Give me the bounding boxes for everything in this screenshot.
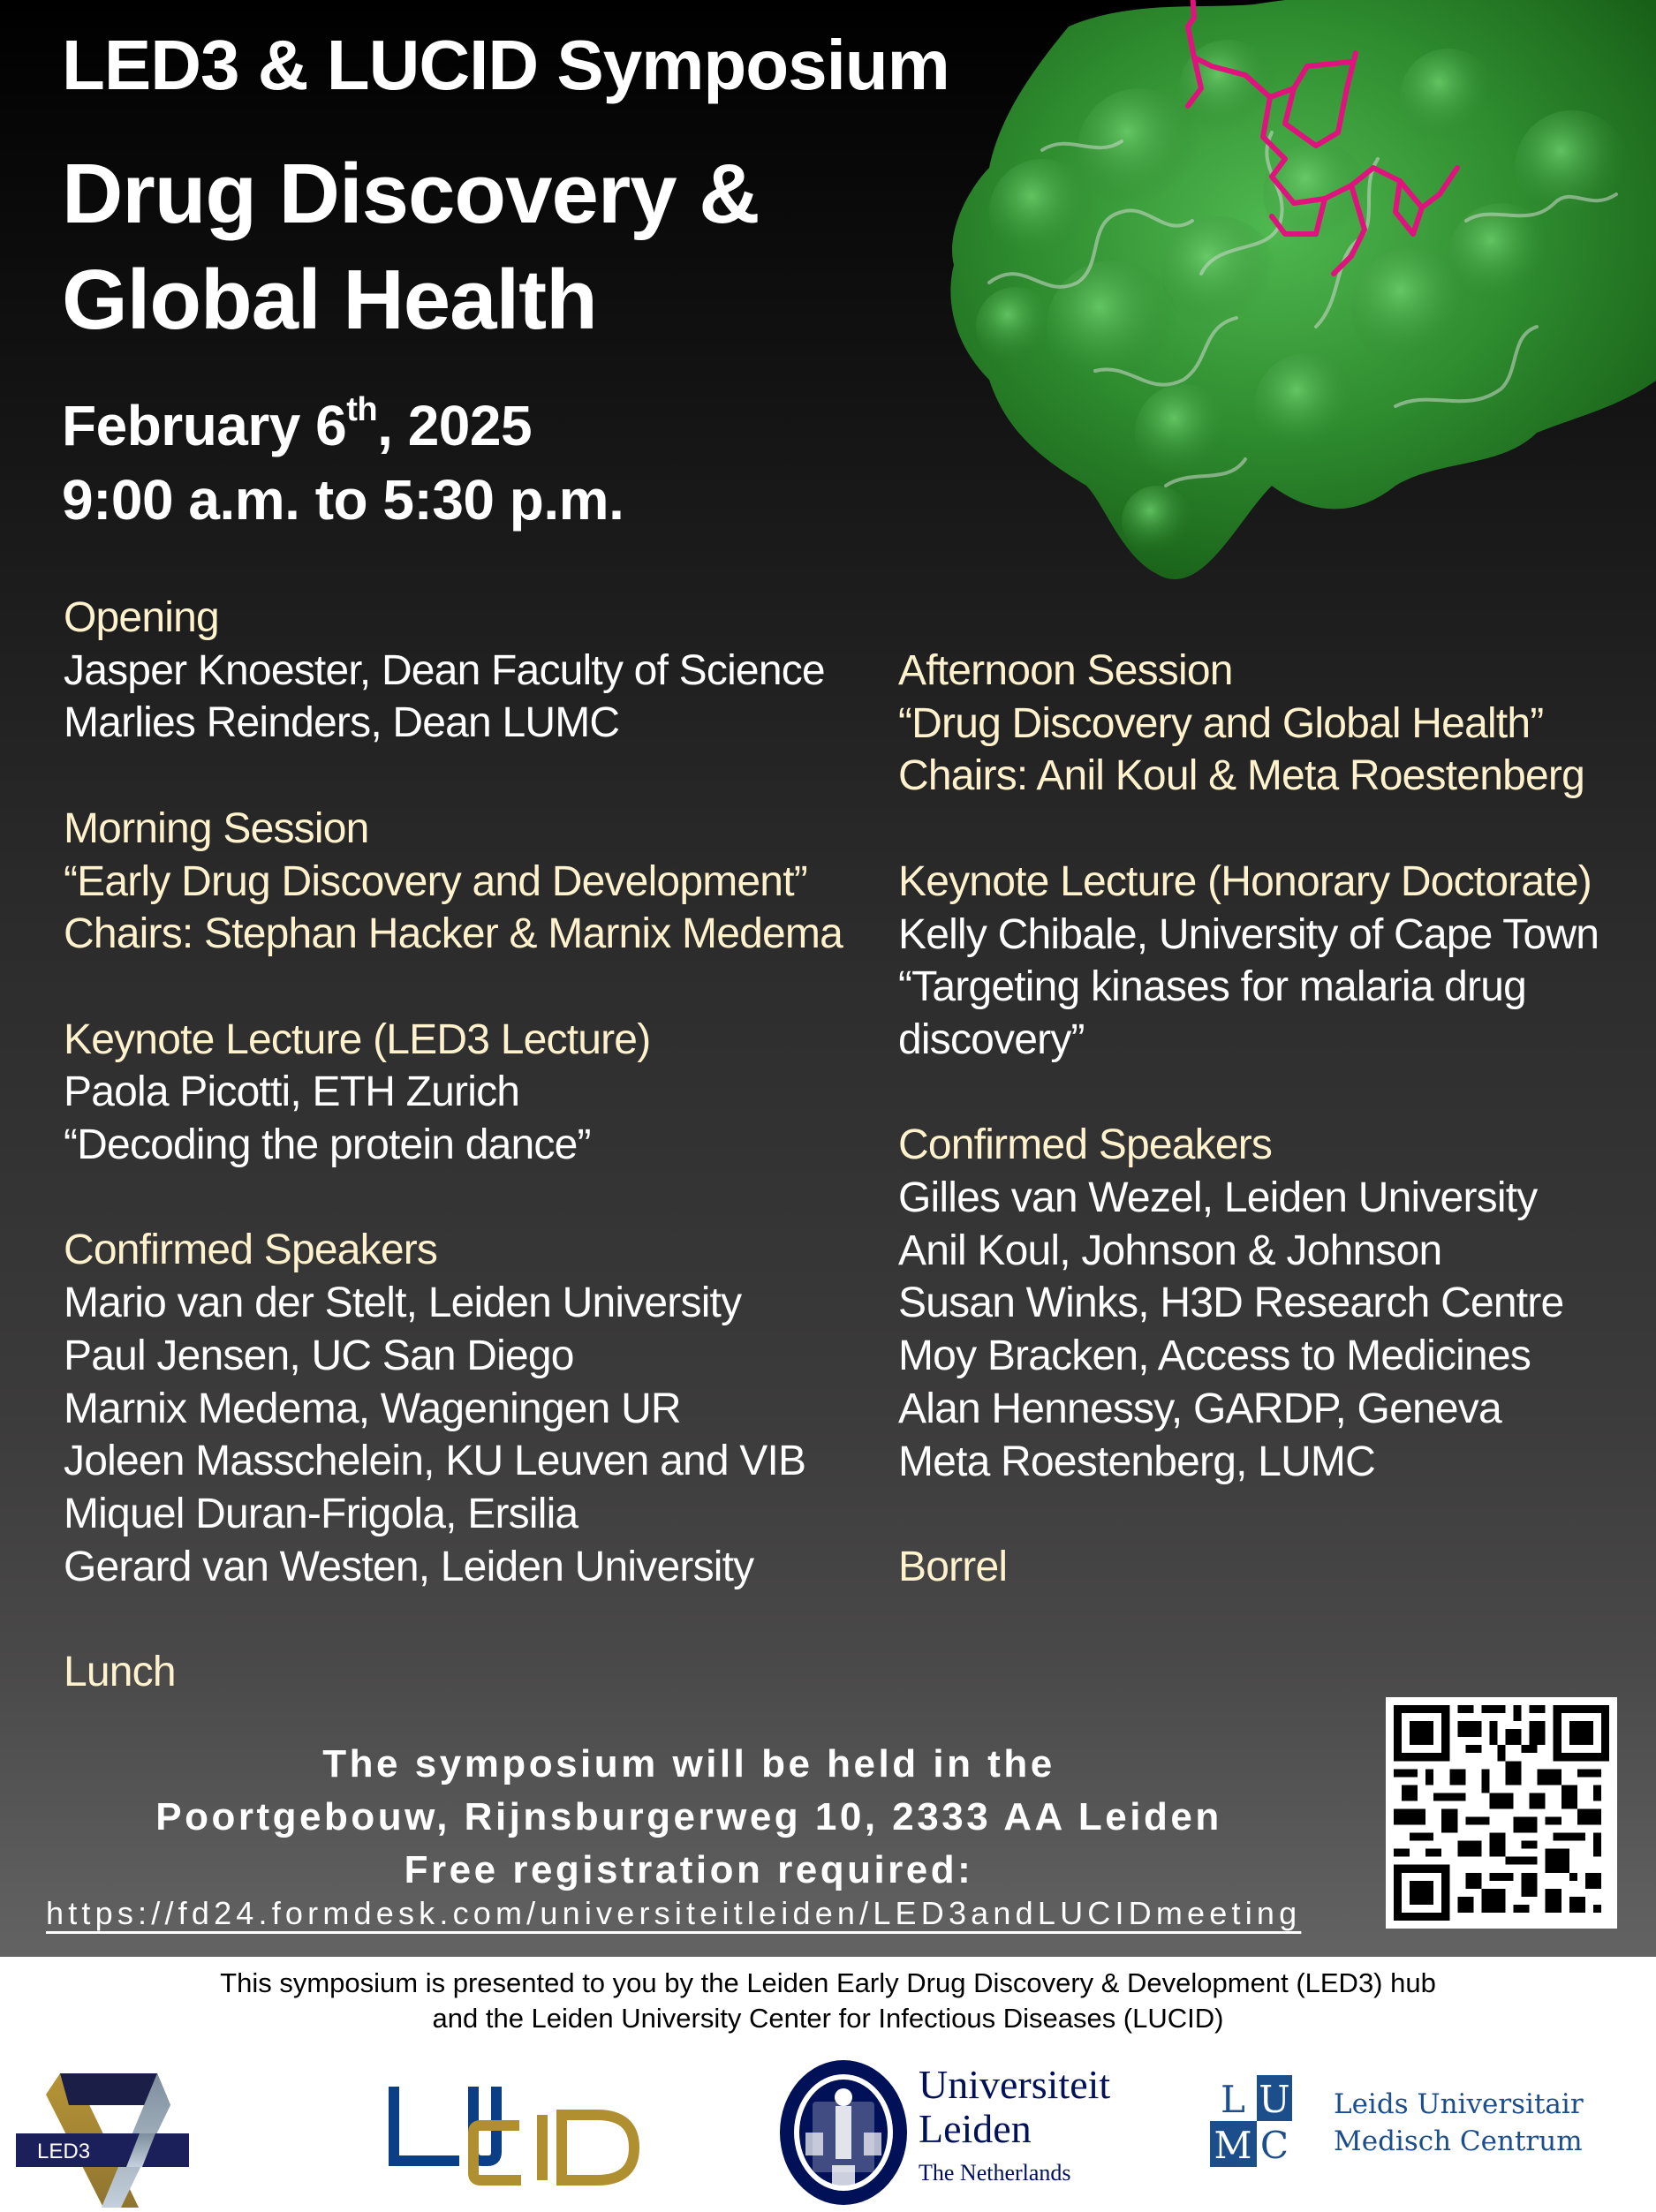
afternoon-session-chairs: Chairs: Anil Koul & Meta Roestenberg	[898, 752, 1584, 800]
lunch-heading: Lunch	[64, 1649, 176, 1695]
title-line-2: Global Health	[62, 253, 597, 347]
speaker-item: Mario van der Stelt, Leiden University	[64, 1280, 742, 1327]
opening-heading: Opening	[64, 594, 219, 641]
speaker-item: Meta Roestenberg, LUMC	[898, 1438, 1375, 1485]
footer-line-2: and the Leiden University Center for Infectious Diseases (LUCID)	[432, 2003, 1224, 2034]
svg-text:M: M	[1214, 2124, 1252, 2167]
program-left-column	[64, 592, 843, 1699]
svg-text:LED3: LED3	[37, 2140, 91, 2163]
borrel-heading: Borrel	[898, 1543, 1008, 1590]
footer-line-1: This symposium is presented to you by the Leiden Early Drug Discovery & Development (LED3) hub	[220, 1967, 1436, 1998]
afternoon-session-heading: Afternoon Session	[898, 647, 1233, 694]
afternoon-speakers-heading: Confirmed Speakers	[898, 1121, 1273, 1169]
lumc-wordmark: Leids Universitair Medisch Centrum	[1334, 2088, 1584, 2157]
venue-line-1: The symposium will be held in the	[322, 1742, 1055, 1785]
event-name: LED3 & LUCID Symposium	[62, 26, 949, 104]
keynote-led3-heading: Keynote Lecture (LED3 Lecture)	[64, 1015, 651, 1063]
keynote-honorary-talk-line-1: “Targeting kinases for malaria drug	[898, 963, 1527, 1011]
ul-wordmark: Universiteit Leiden	[919, 2062, 1111, 2151]
keynote-honorary-heading: Keynote Lecture (Honorary Doctorate)	[898, 857, 1592, 905]
led3-logo	[16, 2059, 295, 2208]
registration-qr-code[interactable]	[1386, 1697, 1617, 1929]
symposium-title	[62, 141, 760, 353]
speaker-item: Gerard van Westen, Leiden University	[64, 1543, 754, 1590]
protein-surface-illustration	[936, 0, 1656, 592]
svg-text:U: U	[1259, 2078, 1290, 2121]
speaker-item: Marnix Medema, Wageningen UR	[64, 1385, 681, 1432]
morning-session-heading: Morning Session	[64, 804, 369, 852]
svg-text:L: L	[1221, 2078, 1245, 2121]
venue-address: Poortgebouw, Rijnsburgerweg 10, 2333 AA Leiden	[155, 1795, 1222, 1838]
program-right-column	[898, 645, 1599, 1594]
keynote-honorary-talk-line-2: discovery”	[898, 1015, 1085, 1063]
event-date-time	[62, 389, 624, 537]
speaker-item: Moy Bracken, Access to Medicines	[898, 1332, 1531, 1380]
registration-note: Free registration required:	[404, 1848, 974, 1891]
registration-link[interactable]: https://fd24.formdesk.com/universiteitleiden/LED3andLUCIDmeeting	[46, 1895, 1302, 1931]
morning-speakers-heading: Confirmed Speakers	[64, 1227, 438, 1274]
morning-session-chairs: Chairs: Stephan Hacker & Marnix Medema	[64, 910, 843, 958]
event-date: February 6th, 2025	[62, 391, 533, 457]
morning-session-theme: “Early Drug Discovery and Development”	[64, 857, 807, 905]
universiteit-leiden-logo: Universiteit Leiden The Netherlands	[777, 2057, 1148, 2208]
speaker-item: Paul Jensen, UC San Diego	[64, 1332, 574, 1379]
opening-speaker: Jasper Knoester, Dean Faculty of Science	[64, 646, 825, 694]
speaker-item: Gilles van Wezel, Leiden University	[898, 1174, 1538, 1221]
lumc-logo	[1210, 2075, 1599, 2172]
speaker-item: Anil Koul, Johnson & Johnson	[898, 1227, 1442, 1274]
speaker-item: Miquel Duran-Frigola, Ersilia	[64, 1490, 578, 1537]
keynote-led3-speaker: Paola Picotti, ETH Zurich	[64, 1068, 520, 1116]
afternoon-session-theme: “Drug Discovery and Global Health”	[898, 699, 1544, 747]
keynote-honorary-speaker: Kelly Chibale, University of Cape Town	[898, 910, 1599, 958]
lucid-logo	[389, 2080, 689, 2186]
footer-credits	[0, 1966, 1656, 2036]
svg-text:C: C	[1259, 2124, 1289, 2167]
venue-info	[0, 1738, 1378, 1897]
event-time: 9:00 a.m. to 5:30 p.m.	[62, 468, 624, 532]
leiden-seal-icon	[777, 2057, 910, 2208]
speaker-item: Susan Winks, H3D Research Centre	[898, 1280, 1564, 1327]
speaker-item: Joleen Masschelein, KU Leuven and VIB	[64, 1438, 806, 1485]
keynote-led3-talk: “Decoding the protein dance”	[64, 1121, 591, 1168]
opening-speaker: Marlies Reinders, Dean LUMC	[64, 699, 620, 747]
title-line-1: Drug Discovery &	[62, 147, 760, 241]
speaker-item: Alan Hennessy, GARDP, Geneva	[898, 1385, 1501, 1432]
